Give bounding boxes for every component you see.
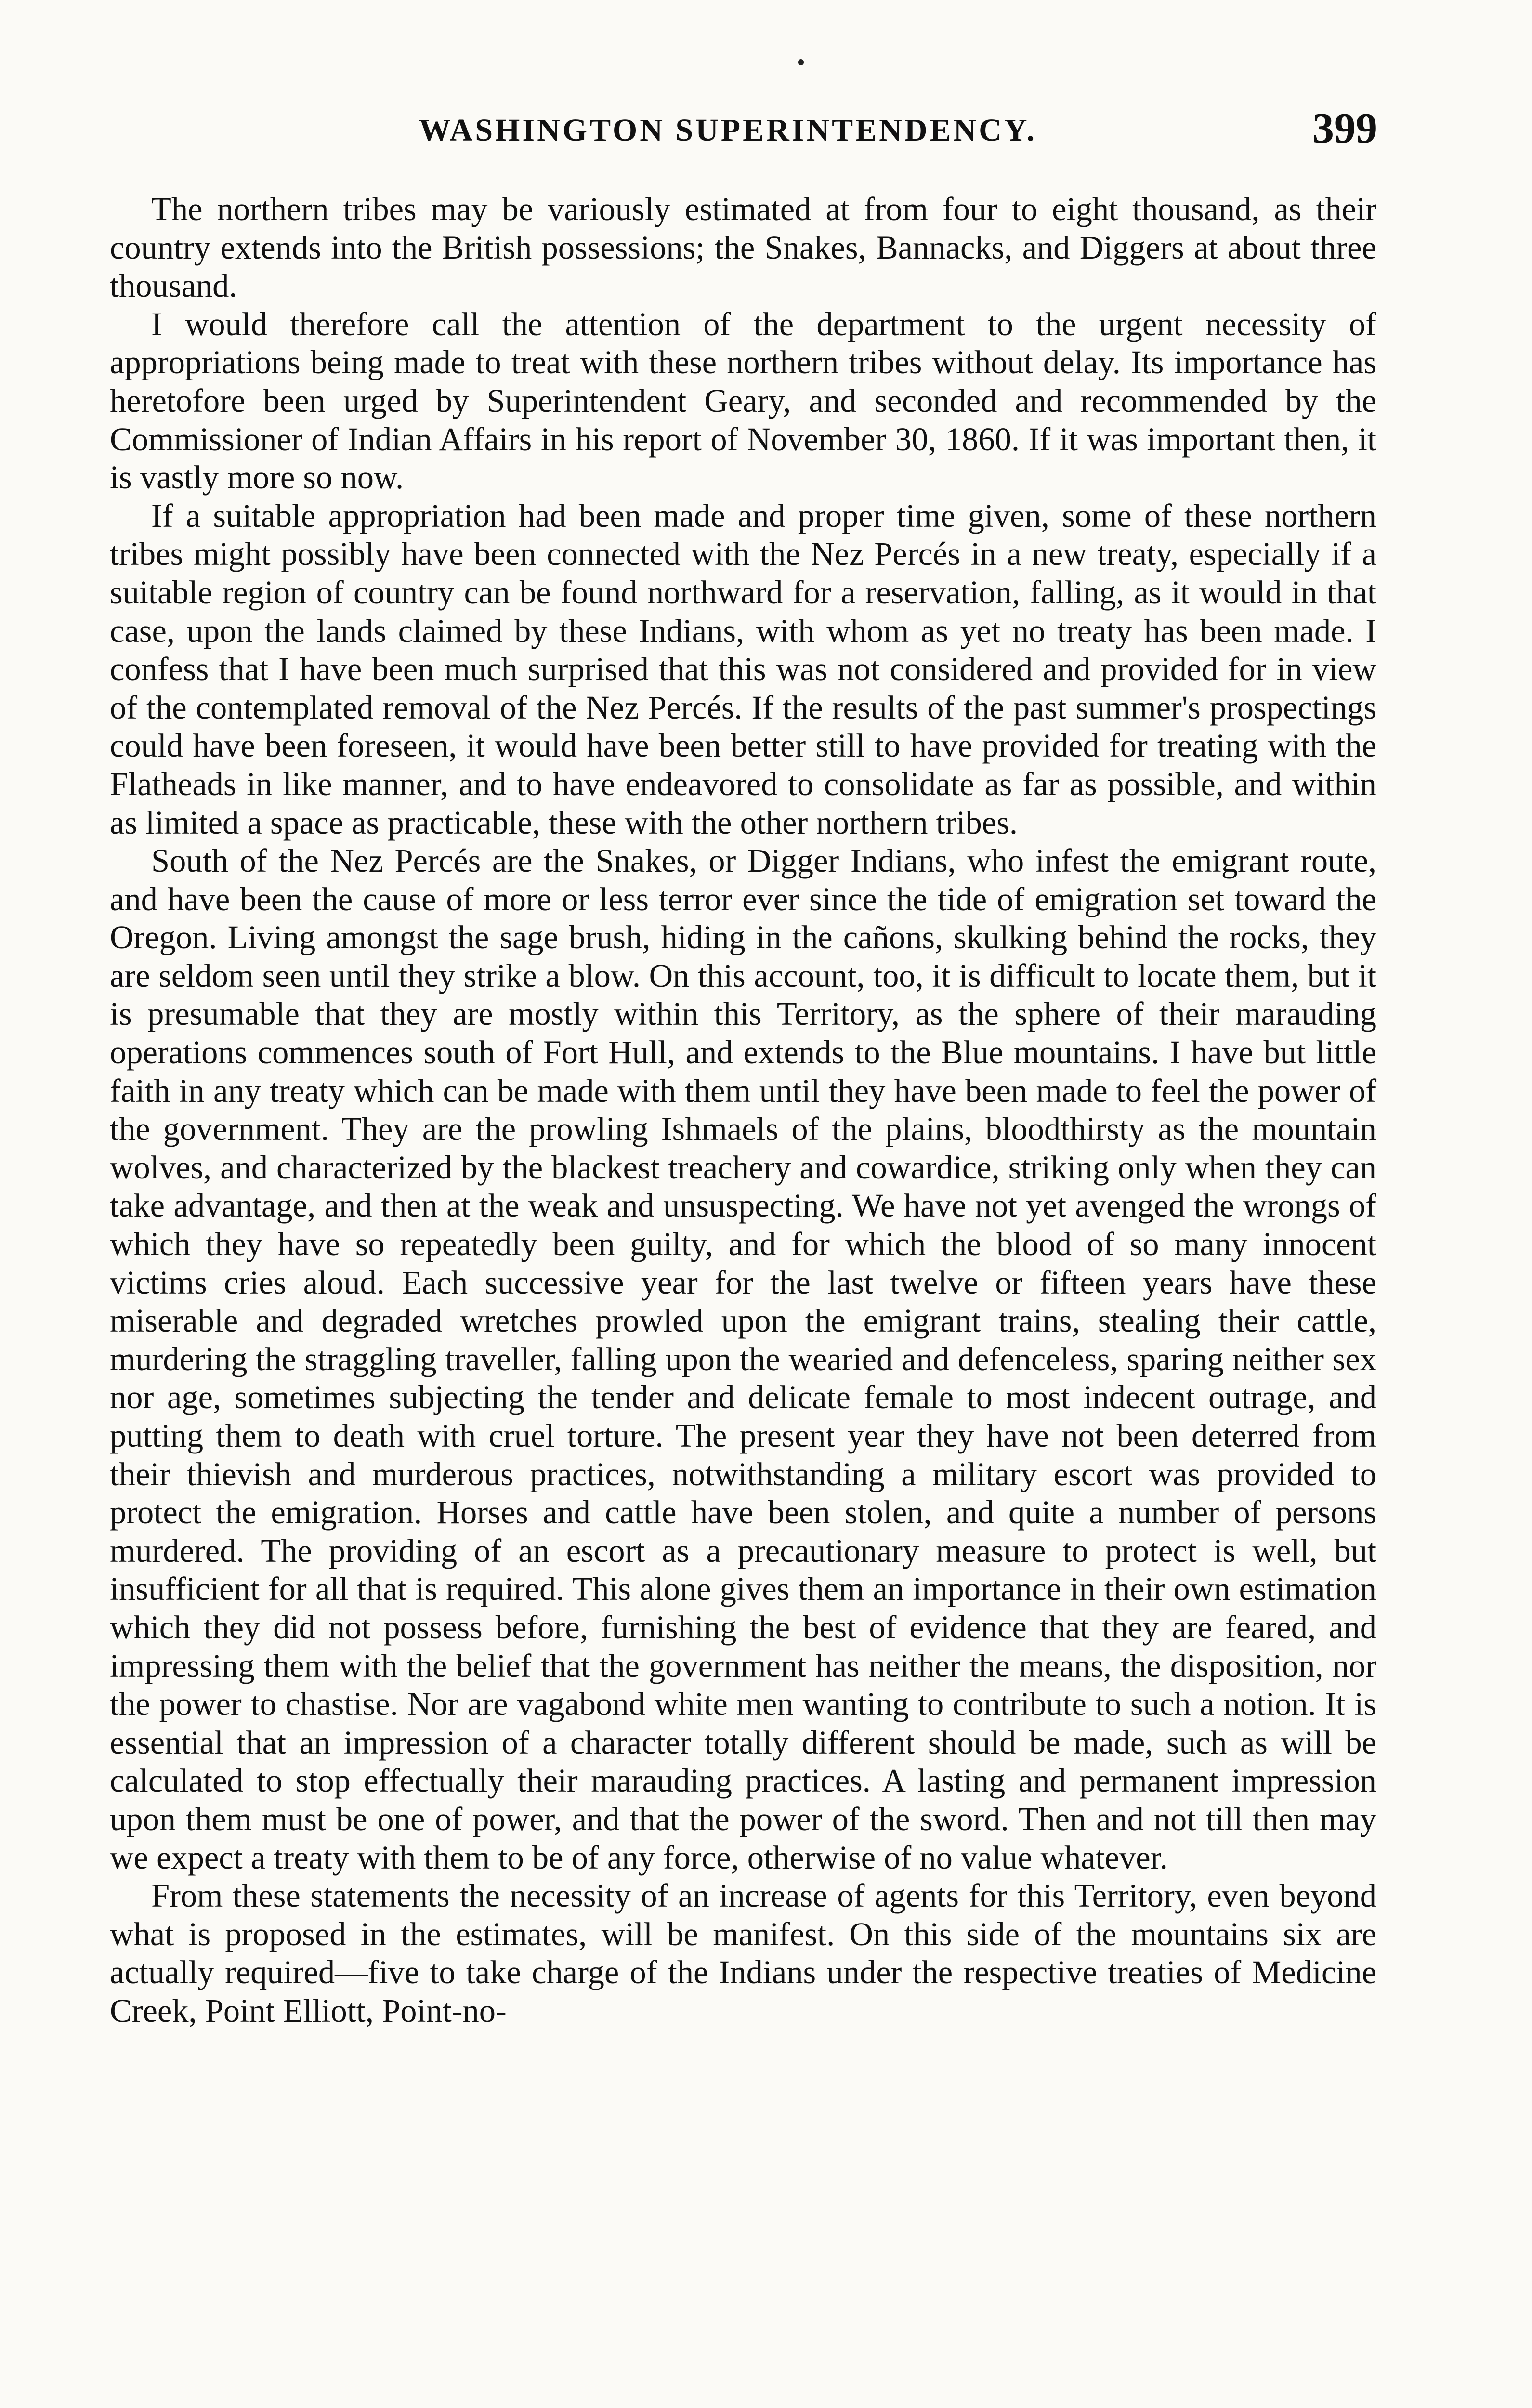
page-number: 399 [1312,105,1377,152]
running-title: WASHINGTON SUPERINTENDENCY. [419,113,1037,148]
paragraph-2: I would therefore call the attention of the department to the urgent necessity of appropriations being made to treat with these northern tribes without delay. Its importance has heretofore been urged by Superintendent Geary, and seconded and recommended by the Commissioner of Indian Affairs in his report of November 30, 1860. If it was important then, it is vastly more so now. [110,305,1376,496]
running-head [101,104,1377,157]
paragraph-3: If a suitable appropriation had been made and proper time given, some of these northern tribes might possibly have been connected with the Nez Percés in a new treaty, especially if a suitable region of country can be found northward for a reservation, falling, as it would in that case, upon the lands claimed by these Indians, with whom as yet no treaty has been made. I confess that I have been much surprised that this was not considered and provided for in view of the contemplated removal of the Nez Percés. If the results of the past summer's prospectings could have been foreseen, it would have been better still to have provided for treating with the Flatheads in like manner, and to have endeavored to consolidate as far as possible, and within as limited a space as practicable, these with the other northern tribes. [110,497,1376,841]
paragraph-4: South of the Nez Percés are the Snakes, or Digger Indians, who infest the emigrant route, and have been the cause of more or less terror ever since the tide of emigration set toward the Oregon. Living amongst the sage brush, hiding in the cañons, skulking behind the rocks, they are seldom seen until they strike a blow. On this account, too, it is difficult to locate them, but it is presumable that they are mostly within this Territory, as the sphere of their marauding operations commences south of Fort Hull, and extends to the Blue mountains. I have but little faith in any treaty which can be made with them until they have been made to feel the power of the government. They are the prowling Ishmaels of the plains, bloodthirsty as the mountain wolves, and characterized by the blackest treachery and cowardice, striking only when they can take advantage, and then at the weak and unsuspecting. We have not yet avenged the wrongs of which they have so repeatedly been guilty, and for which the blood of so many innocent victims cries aloud. Each successive year for the last twelve or fifteen years have these miserable and degraded wretches prowled upon the emigrant trains, stealing their cattle, murdering the straggling traveller, falling upon the wearied and defenceless, sparing neither sex nor age, sometimes subjecting the tender and delicate female to most indecent outrage, and putting them to death with cruel torture. The present year they have not been deterred from their thievish and murderous practices, notwithstanding a military escort was provided to protect the emigration. Horses and cattle have been stolen, and quite a number of persons murdered. The providing of an escort as a precautionary measure to protect is well, but insufficient for all that is required. This alone gives them an importance in their own estimation which they did not possess before, furnishing the best of evidence that they are feared, and impressing them with the belief that the government has neither the means, the disposition, nor the power to chastise. Nor are vagabond white men wanting to contribute to such a notion. It is essential that an impression of a character totally different should be made, such as will be calculated to stop effectually their marauding practices. A lasting and permanent impression upon them must be one of power, and that the power of the sword. Then and not till then may we expect a treaty with them to be of any force, otherwise of no value whatever. [110,842,1376,1876]
paragraph-1: The northern tribes may be variously estimated at from four to eight thousand, as their country extends into the British possessions; the Snakes, Bannacks, and Diggers at about three thousand. [110,191,1376,304]
ink-dot-top [798,59,804,65]
body-text [110,190,1376,2030]
paragraph-5: From these statements the necessity of an increase of agents for this Territory, even beyond what is proposed in the estimates, will be manifest. On this side of the mountains six are actually required—five to take charge of the Indians under the respective treaties of Medicine Creek, Point Elliott, Point-no- [110,1877,1376,2029]
